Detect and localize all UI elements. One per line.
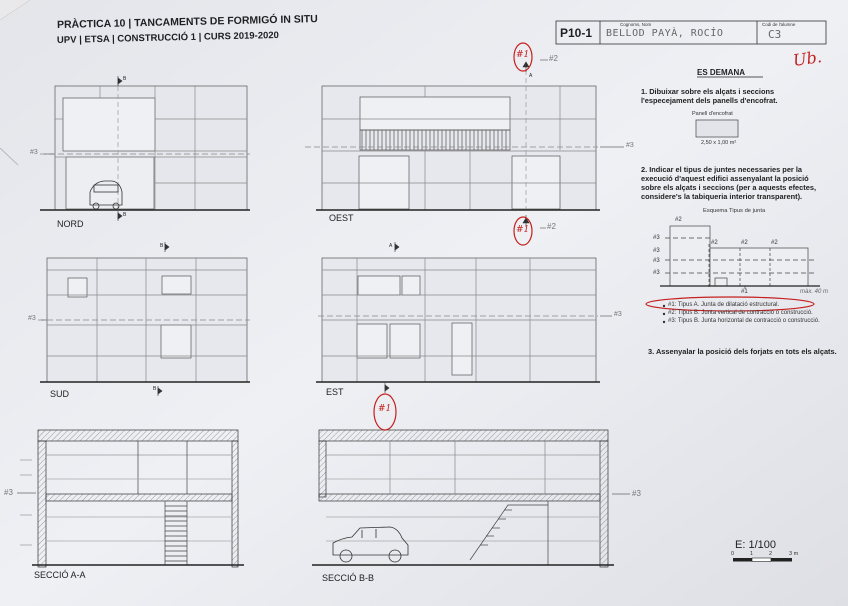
group-caption: Codi de l'alumne — [762, 22, 796, 27]
question-1-line-2: l'especejament dels panells d'encofrat. — [641, 96, 778, 105]
scale-tick-1: 1 — [750, 551, 754, 557]
scale-bar — [733, 558, 792, 562]
elevation-nord — [40, 86, 250, 210]
annot-est-right: #3 — [614, 311, 622, 318]
sheet-code: P10-1 — [560, 26, 593, 40]
question-2-line-1: 2. Indicar el tipus de juntes necessaries per la — [641, 165, 803, 174]
question-2 — [641, 165, 816, 201]
section-mark-b-sud: B — [160, 243, 164, 249]
formwork-panel-sample — [696, 120, 738, 137]
group-code: C3 — [768, 28, 782, 41]
annot-oest-top: #2 — [549, 54, 558, 63]
section-mark-a-est: A — [389, 243, 393, 249]
red-mark-1: #1 — [516, 50, 530, 60]
legend-joint-2: #2: Tipus B. Junta vertical de contracció o construcció. — [668, 310, 813, 316]
annot-oest-mid: #2 — [547, 222, 556, 231]
annot-aa-left: #3 — [4, 488, 13, 497]
elevation-sud — [38, 258, 250, 382]
section-mark-a-top: A — [529, 73, 533, 79]
scale-tick-0: 0 — [731, 551, 735, 557]
panel-size: 2,50 x 1,00 m² — [701, 140, 737, 146]
question-2-line-3: sobre els alçats i seccions (per a aquests efectes, — [641, 183, 817, 192]
schema-label-3a: #3 — [653, 235, 660, 241]
elevation-est — [316, 258, 600, 382]
course-subtitle: UPV | ETSA | CONSTRUCCIÓ 1 | CURS 2019-2020 — [56, 29, 280, 46]
red-mark-3: #1 — [378, 404, 392, 414]
question-2-line-2: execució d'aquest edifici assenyalant la posició — [641, 174, 809, 183]
schema-label-2d: #2 — [771, 240, 778, 246]
section-mark-b-bottom: B — [123, 212, 127, 218]
annot-oest-right: #3 — [626, 142, 634, 149]
question-3: 3. Assenyalar la posició dels forjats en tots els alçats. — [648, 347, 837, 356]
legend-joint-3: #3: Tipus B. Junta horizontal de contracció o construcció. — [668, 318, 820, 324]
legend-joint-1: #1: Tipus A. Junta de dilatació estructural. — [668, 302, 780, 308]
label-sud: SUD — [50, 389, 70, 399]
section-mark-b-top: B — [123, 76, 127, 82]
label-nord: NORD — [57, 219, 84, 229]
schema-label-2b: #2 — [711, 240, 718, 246]
annot-nord-left: #3 — [30, 149, 38, 156]
student-name: BELLOD PAYÀ, ROCÍO — [606, 28, 724, 39]
grade-mark: Ub. — [791, 47, 823, 70]
red-mark-2: #1 — [516, 225, 530, 235]
elevation-oest — [305, 70, 600, 210]
panel-caption: Panell d'encofrat — [692, 111, 733, 117]
label-seccio-aa: SECCIÓ A-A — [34, 570, 86, 580]
label-est: EST — [326, 387, 344, 397]
label-seccio-bb: SECCIÓ B-B — [322, 573, 375, 583]
scale-tick-2: 2 — [769, 551, 773, 557]
schema-label-2c: #2 — [741, 240, 748, 246]
question-2-line-4: considere's la tabiqueria interior transparent). — [641, 192, 803, 201]
schema-label-2a: #2 — [675, 217, 682, 223]
name-caption: Cognoms, Nom — [620, 22, 652, 27]
label-oest: OEST — [329, 213, 354, 223]
schema-title: Esquema Tipus de junta — [703, 208, 766, 214]
schema-label-3b: #3 — [653, 248, 660, 254]
question-1 — [641, 87, 778, 105]
scale-title: E: 1/100 — [735, 539, 776, 551]
es-demana-heading: ES DEMANA — [697, 68, 746, 77]
practice-title: PRÀCTICA 10 | TANCAMENTS DE FORMIGÓ IN SITU — [56, 13, 318, 31]
max-note: màx. 40 m — [800, 289, 829, 295]
schema-label-3d: #3 — [653, 270, 660, 276]
annot-sud-left: #3 — [28, 315, 36, 322]
annot-bb-right: #3 — [632, 489, 641, 498]
section-mark-b-sud-bottom: B — [153, 386, 157, 392]
question-1-line-1: 1. Dibuixar sobre els alçats i seccions — [641, 87, 775, 96]
schema-label-1: #1 — [741, 289, 748, 295]
scale-tick-3: 3 m — [789, 551, 799, 557]
schema-label-3c: #3 — [653, 258, 660, 264]
